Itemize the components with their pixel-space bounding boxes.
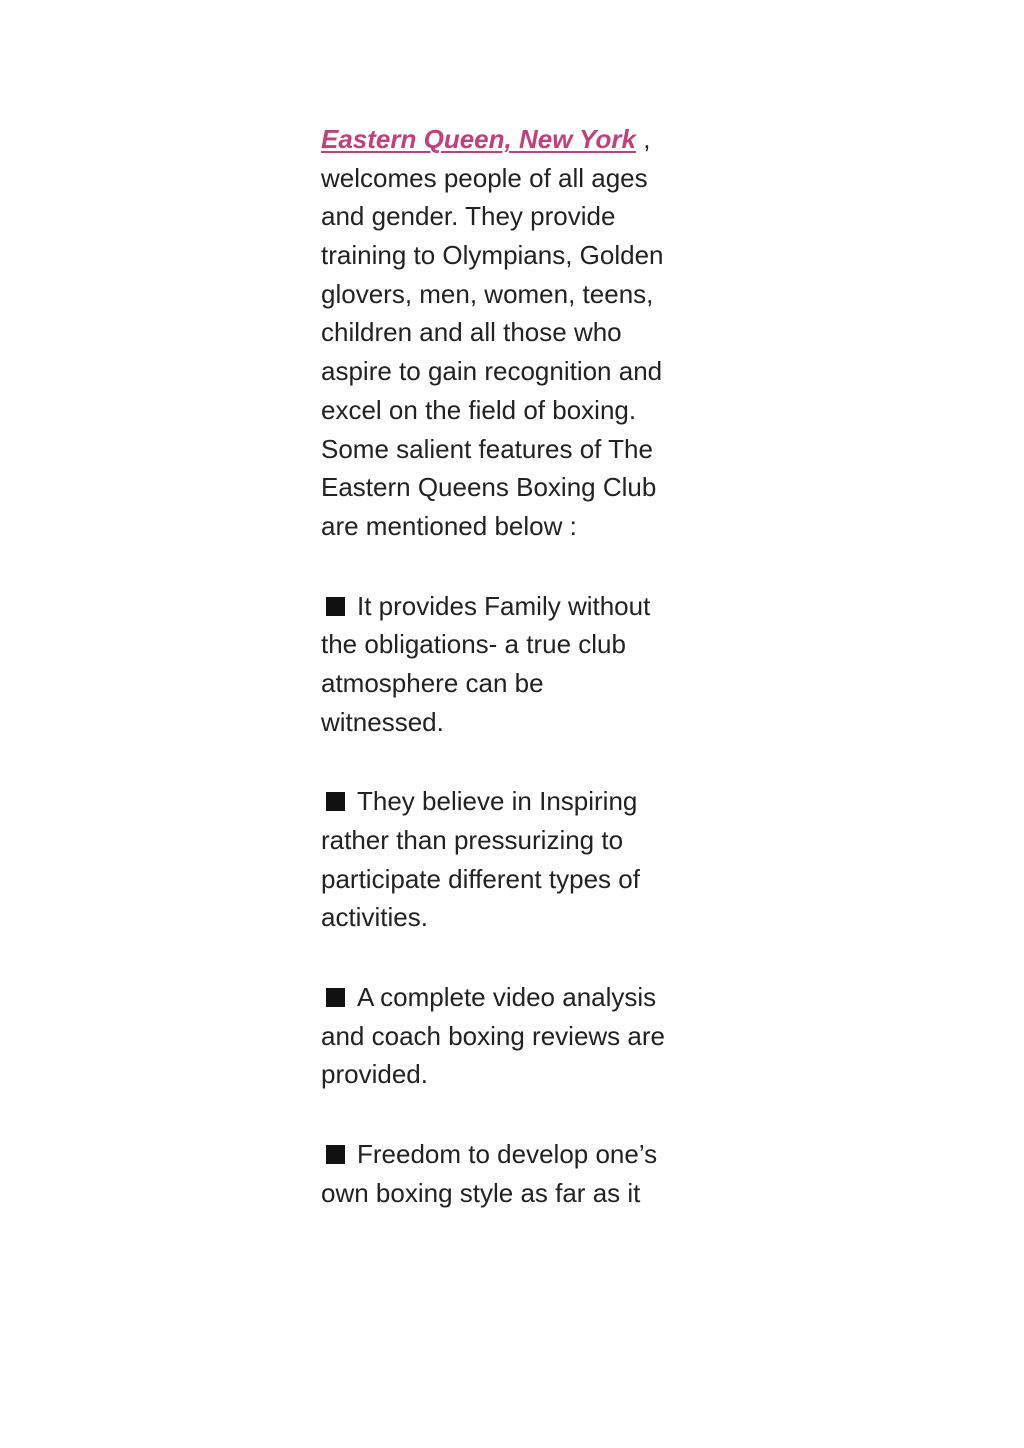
paragraph-spacer	[321, 937, 711, 978]
intro-line: Eastern Queens Boxing Club	[321, 472, 657, 503]
feature-line: participate different types of	[321, 863, 640, 894]
feature-first-line	[321, 587, 711, 626]
feature-line: atmosphere can be	[321, 667, 544, 698]
intro-line: Some salient features of The	[321, 433, 653, 464]
black-square-bullet-icon	[326, 1145, 345, 1164]
intro-line: glovers, men, women, teens,	[321, 278, 654, 309]
intro-line: and gender. They provide	[321, 201, 616, 232]
paragraph-spacer	[321, 546, 711, 587]
intro-line: are mentioned below :	[321, 510, 577, 541]
feature-item	[321, 782, 711, 937]
feature-first-line	[321, 782, 711, 821]
intro-line: training to Olympians, Golden	[321, 240, 664, 271]
paragraph-spacer	[321, 1094, 711, 1135]
black-square-bullet-icon	[326, 792, 345, 811]
eastern-queen-link[interactable]: Eastern Queen, New York	[321, 124, 637, 154]
feature-line: It provides Family without	[357, 590, 651, 621]
feature-line: rather than pressurizing to	[321, 825, 624, 855]
feature-item	[321, 587, 711, 742]
feature-line: provided.	[321, 1059, 428, 1090]
feature-line: witnessed.	[321, 706, 444, 737]
feature-first-line	[321, 1135, 711, 1174]
feature-line: the obligations- a true club	[321, 629, 626, 660]
feature-line: They believe in Inspiring	[357, 786, 638, 817]
feature-item	[321, 1135, 711, 1212]
feature-line: A complete video analysis	[357, 982, 657, 1013]
feature-line: own boxing style as far as it	[321, 1177, 641, 1208]
feature-line: activities.	[321, 902, 428, 933]
intro-line: children and all those who	[321, 317, 622, 348]
intro-line: welcomes people of all ages	[321, 162, 648, 193]
article-body	[321, 120, 711, 1213]
black-square-bullet-icon	[326, 988, 345, 1007]
intro-line: excel on the field of boxing.	[321, 394, 637, 425]
feature-line: and coach boxing reviews are	[321, 1020, 665, 1051]
black-square-bullet-icon	[326, 597, 345, 616]
paragraph-spacer	[321, 741, 711, 782]
intro-line: aspire to gain recognition and	[321, 356, 663, 387]
feature-item	[321, 978, 711, 1094]
feature-line: Freedom to develop one’s	[357, 1139, 658, 1170]
feature-first-line	[321, 978, 711, 1017]
intro-paragraph	[321, 120, 711, 546]
intro-first-line	[321, 120, 711, 159]
intro-link-comma: ,	[636, 124, 651, 154]
